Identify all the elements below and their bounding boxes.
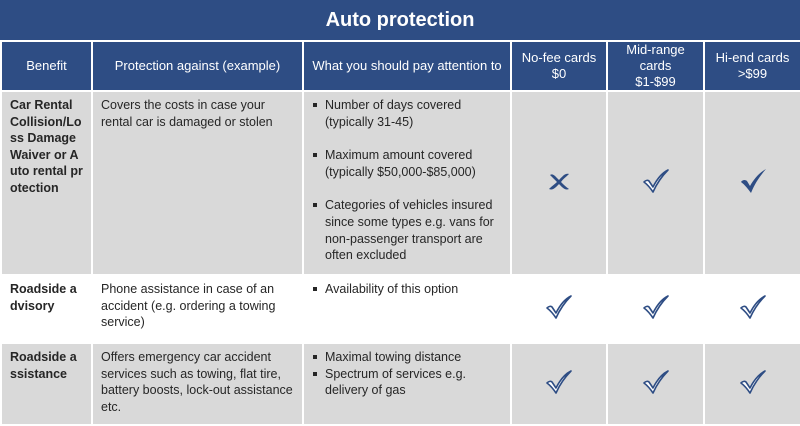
check-outline-icon [642, 368, 670, 396]
header-mid-range-price: $1-$99 [635, 74, 676, 89]
hi-end-mark [704, 343, 800, 425]
attention-cell [303, 91, 511, 275]
comparison-table [0, 40, 800, 426]
benefit-cell: Roadside advisory [1, 275, 92, 343]
hi-end-mark [704, 275, 800, 343]
protection-cell: Offers emergency car accident services such as towing, flat tire, battery boosts, lock-out assistance etc. [92, 343, 303, 425]
check-outline-icon [545, 293, 573, 321]
header-no-fee-label: No-fee cards [521, 50, 597, 65]
check-outline-icon [739, 293, 767, 321]
header-no-fee [511, 41, 607, 91]
attention-item: Number of days covered (typically 31-45) [312, 97, 502, 130]
header-hi-end [704, 41, 800, 91]
no-fee-mark [511, 343, 607, 425]
no-fee-mark [511, 275, 607, 343]
header-hi-end-label: Hi-end cards [715, 50, 790, 65]
header-row [1, 41, 800, 91]
header-hi-end-price: >$99 [737, 66, 768, 81]
header-no-fee-price: $0 [551, 66, 567, 81]
mid-range-mark [607, 91, 704, 275]
protection-cell: Covers the costs in case your rental car is damaged or stolen [92, 91, 303, 275]
header-protection: Protection against (example) [92, 41, 303, 91]
benefit-cell: Car Rental Collision/Loss Damage Waiver or Auto rental protection [1, 91, 92, 275]
mid-range-mark [607, 343, 704, 425]
page-title: Auto protection [0, 0, 800, 40]
attention-item: Availability of this option [312, 281, 502, 298]
header-mid-range [607, 41, 704, 91]
hi-end-mark [704, 91, 800, 275]
check-outline-icon [739, 368, 767, 396]
check-outline-icon [642, 167, 670, 195]
header-benefit: Benefit [1, 41, 92, 91]
check-outline-icon [545, 368, 573, 396]
protection-cell: Phone assistance in case of an accident (e.g. ordering a towing service) [92, 275, 303, 343]
benefit-cell: Roadside assistance [1, 343, 92, 425]
mid-range-mark [607, 275, 704, 343]
table-row [1, 343, 800, 425]
table-row [1, 91, 800, 275]
attention-item: Maximum amount covered (typically $50,000-$85,000) [312, 147, 502, 180]
attention-cell [303, 343, 511, 425]
table-row [1, 275, 800, 343]
check-bold-icon [739, 167, 767, 195]
attention-item: Categories of vehicles insured since some types e.g. vans for non-passenger transport are often excluded [312, 197, 502, 263]
cross-icon [545, 167, 573, 195]
attention-item: Maximal towing distance [312, 349, 502, 366]
check-outline-icon [642, 293, 670, 321]
header-attention: What you should pay attention to [303, 41, 511, 91]
header-mid-range-label: Mid-range cards [626, 42, 685, 73]
attention-cell [303, 275, 511, 343]
attention-item: Spectrum of services e.g. delivery of gas [312, 366, 502, 399]
no-fee-mark [511, 91, 607, 275]
